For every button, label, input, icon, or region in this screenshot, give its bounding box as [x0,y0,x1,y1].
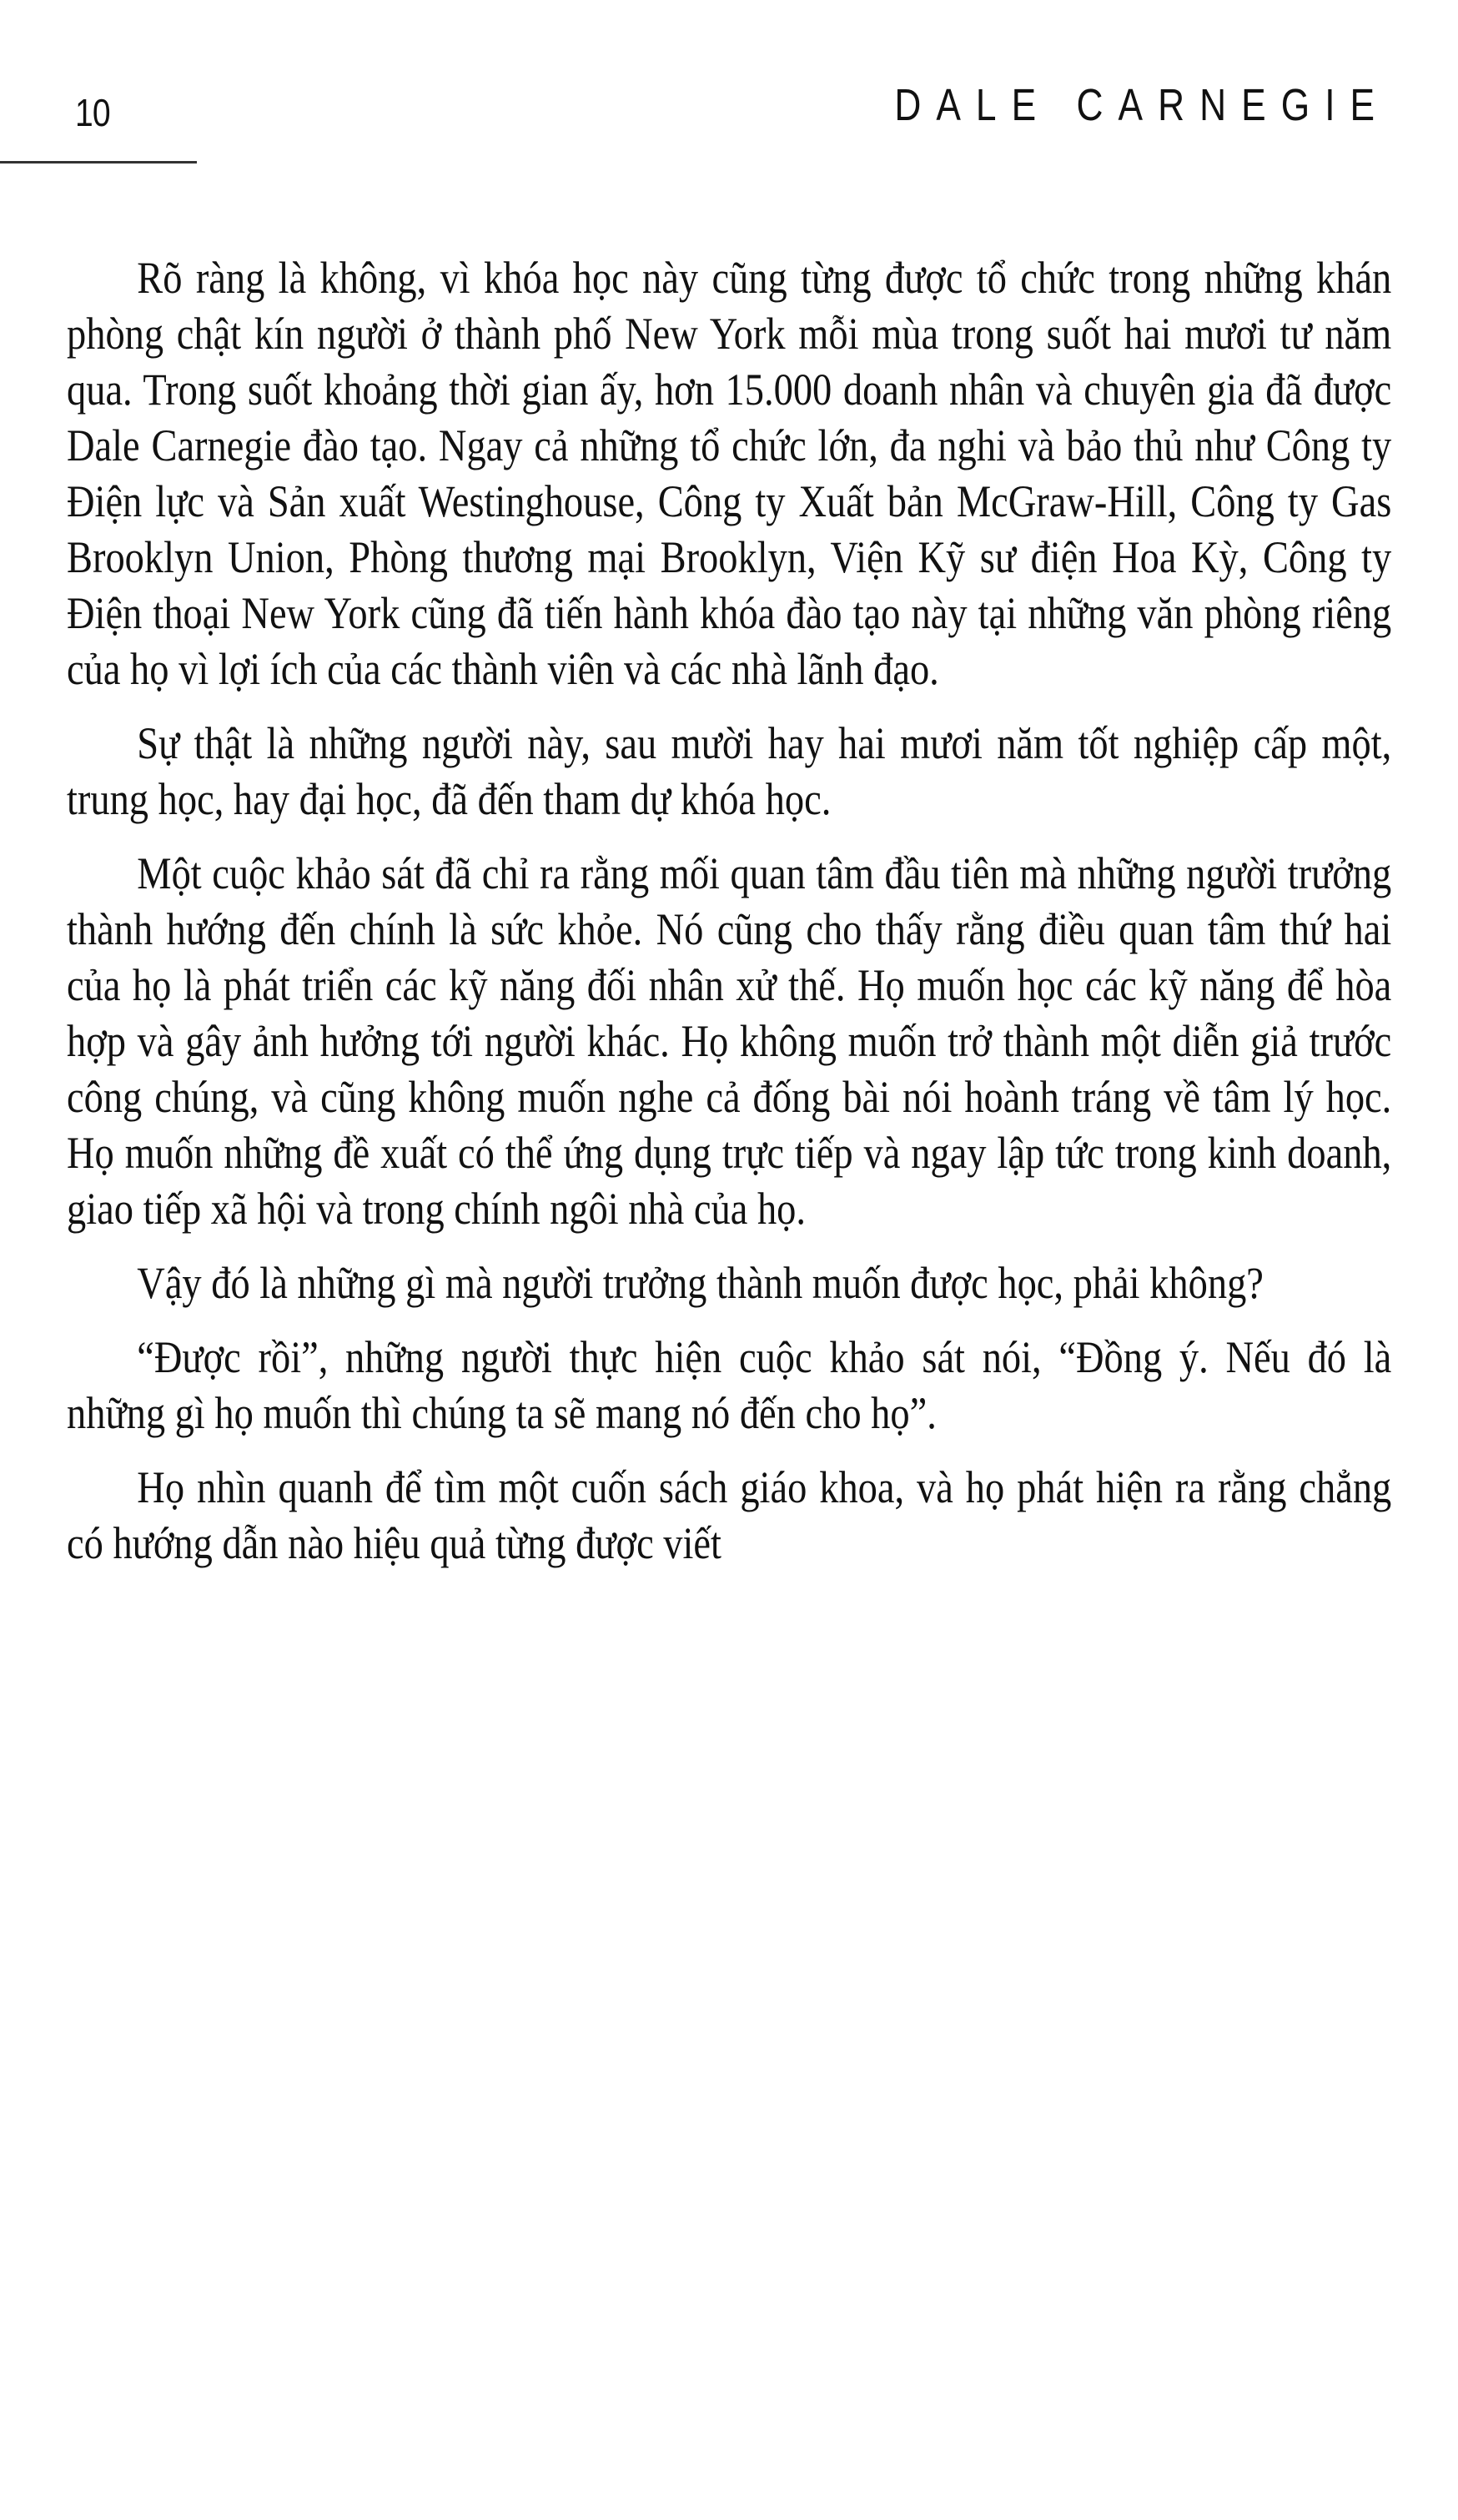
paragraph: Sự thật là những người này, sau mười hay hai mươi năm tốt nghiệp cấp một, trung học, hay đại học, đã đến tham dự khóa học. [67,718,1392,824]
paragraph: Họ nhìn quanh để tìm một cuốn sách giáo khoa, và họ phát hiện ra rằng chẳng có hướng dẫn nào hiệu quả từng được viết [67,1462,1392,1568]
running-head-author: DALE CARNEGIE [894,80,1390,130]
body-text [67,250,1391,1590]
paragraph: Vậy đó là những gì mà người trưởng thành muốn được học, phải không? [137,1258,1264,1308]
page-number: 10 [75,91,110,134]
paragraph: Rõ ràng là không, vì khóa học này cũng từng được tổ chức trong những khán phòng chật kín người ở thành phố New York mỗi mùa trong suốt hai mươi tư năm qua. Trong suốt khoảng thời gian ấy, hơn 15.000 doanh nhân và chuyên gia đã được Dale Carnegie đào tạo. Ngay cả những tổ chức lớn, đa nghi và bảo thủ như Công ty Điện lực và Sản xuất Westinghouse, Công ty Xuất bản McGraw-Hill, Công ty Gas Brooklyn Union, Phòng thương mại Brooklyn, Viện Kỹ sư điện Hoa Kỳ, Công ty Điện thoại New York cũng đã tiến hành khóa đào tạo này tại những văn phòng riêng của họ vì lợi ích của các thành viên và các nhà lãnh đạo. [67,253,1392,694]
header-rule [0,161,197,163]
paragraph: Một cuộc khảo sát đã chỉ ra rằng mối quan tâm đầu tiên mà những người trưởng thành hướng đến chính là sức khỏe. Nó cũng cho thấy rằng điều quan tâm thứ hai của họ là phát triển các kỹ năng đối nhân xử thế. Họ muốn học các kỹ năng để hòa hợp và gây ảnh hưởng tới người khác. Họ không muốn trở thành một diễn giả trước công chúng, và cũng không muốn nghe cả đống bài nói hoành tráng về tâm lý học. Họ muốn những đề xuất có thể ứng dụng trực tiếp và ngay lập tức trong kinh doanh, giao tiếp xã hội và trong chính ngôi nhà của họ. [67,848,1392,1234]
paragraph: “Được rồi”, những người thực hiện cuộc khảo sát nói, “Đồng ý. Nếu đó là những gì họ muốn thì chúng ta sẽ mang nó đến cho họ”. [67,1332,1392,1438]
